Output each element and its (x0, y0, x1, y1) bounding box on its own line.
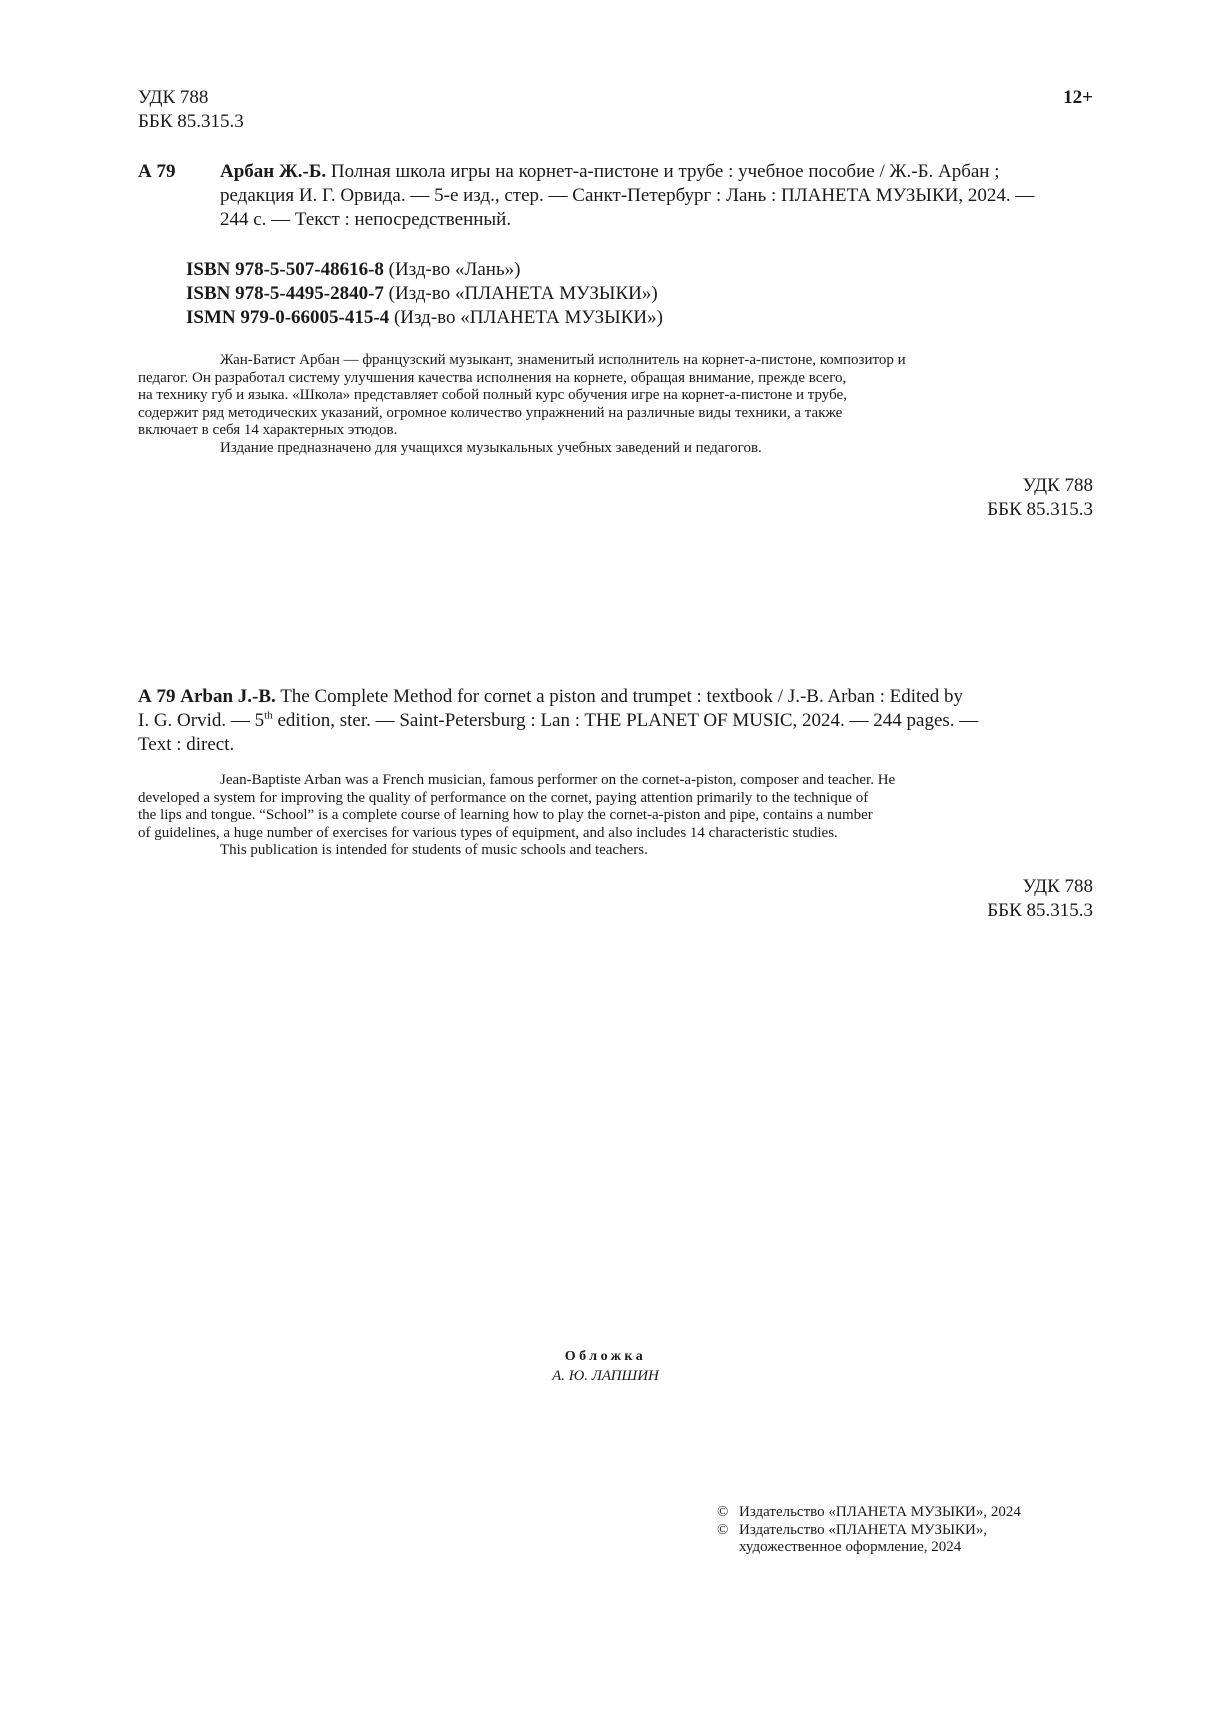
copyright-line: художественное оформление, 2024 (739, 1539, 962, 1555)
isbn-row (186, 258, 663, 282)
isbn-id: ISBN 978-5-507-48616-8 (186, 259, 384, 280)
en-abstract-line: the lips and tongue. “School” is a complete course of learning how to play the cornet-a-piston and pipe, contains a number (138, 807, 873, 823)
isbn-row (186, 306, 663, 330)
ru-author: Арбан Ж.-Б. (220, 161, 327, 182)
cover-artist: А. Ю. ЛАПШИН (552, 1368, 659, 1384)
en-bbk: ББК 85.315.3 (987, 900, 1093, 921)
isbn-publisher: (Изд-во «ПЛАНЕТА МУЗЫКИ») (388, 283, 658, 304)
copyright-line: © Издательство «ПЛАНЕТА МУЗЫКИ», (717, 1521, 988, 1538)
ru-code: А 79 (138, 161, 176, 182)
ru-note: Издание предназначено для учащихся музыкальных учебных заведений и педагогов. (220, 439, 762, 456)
ismn-id: ISMN 979-0-66005-415-4 (186, 307, 390, 328)
ru-bbk: ББК 85.315.3 (987, 499, 1093, 520)
isbn-id: ISBN 978-5-4495-2840-7 (186, 283, 384, 304)
copyright-symbol: © (717, 1521, 729, 1538)
top-bbk: ББК 85.315.3 (138, 111, 244, 132)
ru-desc-line: редакция И. Г. Орвида. — 5-е изд., стер. — Санкт-Петербург : Лань : ПЛАНЕТА МУЗЫКИ, 2024. — (220, 185, 1035, 206)
en-desc-line: Text : direct. (138, 734, 235, 755)
isbn-list (186, 258, 663, 330)
isbn-publisher: (Изд-во «Лань») (388, 259, 521, 280)
ru-entry (138, 160, 1093, 232)
en-abstract-line: of guidelines, a huge number of exercises for various types of equipment, and also includes 14 characteristic studies. (138, 824, 838, 841)
copyright-block (717, 1504, 1021, 1557)
isbn-row (186, 282, 663, 306)
ru-abstract (138, 352, 1093, 457)
cover-label: Обложка (564, 1349, 647, 1364)
en-title: The Complete Method for cornet a piston and trumpet : textbook / J.-B. Arban : Edited by (280, 686, 964, 707)
top-udk: УДК 788 (138, 87, 209, 108)
en-code: А 79 (138, 686, 176, 707)
ru-abstract-line: включает в себя 14 характерных этюдов. (138, 422, 398, 438)
ru-udk: УДК 788 (1022, 475, 1093, 496)
copyright-symbol: © (717, 1504, 729, 1520)
en-abstract-line: Jean-Baptiste Arban was a French musician, famous performer on the cornet-a-piston, composer and teacher. He (220, 772, 896, 788)
en-abstract (138, 772, 1098, 860)
cover-credits (0, 1349, 1211, 1385)
en-entry (138, 685, 1098, 757)
en-udk: УДК 788 (1022, 876, 1093, 897)
ru-abstract-line: педагог. Он разработал систему улучшения качества исполнения на корнете, обращая внимание, прежде всего, (138, 369, 847, 386)
en-abstract-line: developed a system for improving the quality of performance on the cornet, paying attention primarily to the technique of (138, 789, 869, 806)
copyright-line: © Издательство «ПЛАНЕТА МУЗЫКИ», 2024 (717, 1504, 1021, 1520)
ru-title: Полная школа игры на корнет-а-пистоне и трубе : учебное пособие / Ж.-Б. Арбан ; (330, 161, 1000, 182)
ru-desc-line: 244 с. — Текст : непосредственный. (220, 209, 512, 230)
en-note: This publication is intended for students of music schools and teachers. (220, 842, 648, 858)
ru-classification (987, 474, 1093, 522)
en-author: Arban J.-B. (180, 686, 276, 707)
isbn-publisher: (Изд-во «ПЛАНЕТА МУЗЫКИ») (393, 307, 663, 328)
ru-abstract-line: на технику губ и языка. «Школа» представляет собой полный курс обучения игре на корнет-а-пистоне и трубе, (138, 387, 847, 403)
top-classification (138, 86, 244, 134)
en-desc-line: I. G. Orvid. — 5th edition, ster. — Saint-Petersburg : Lan : THE PLANET OF MUSIC, 2024. — 244 pages. — (138, 709, 979, 731)
ru-abstract-line: содержит ряд методических указаний, огромное количество упражнений на различные виды техники, а также (138, 404, 843, 421)
en-classification (987, 875, 1093, 923)
ru-abstract-line: Жан-Батист Арбан — французский музыкант, знаменитый исполнитель на корнет-а-пистоне, композитор и (220, 352, 906, 368)
age-rating: 12+ (1063, 87, 1093, 108)
